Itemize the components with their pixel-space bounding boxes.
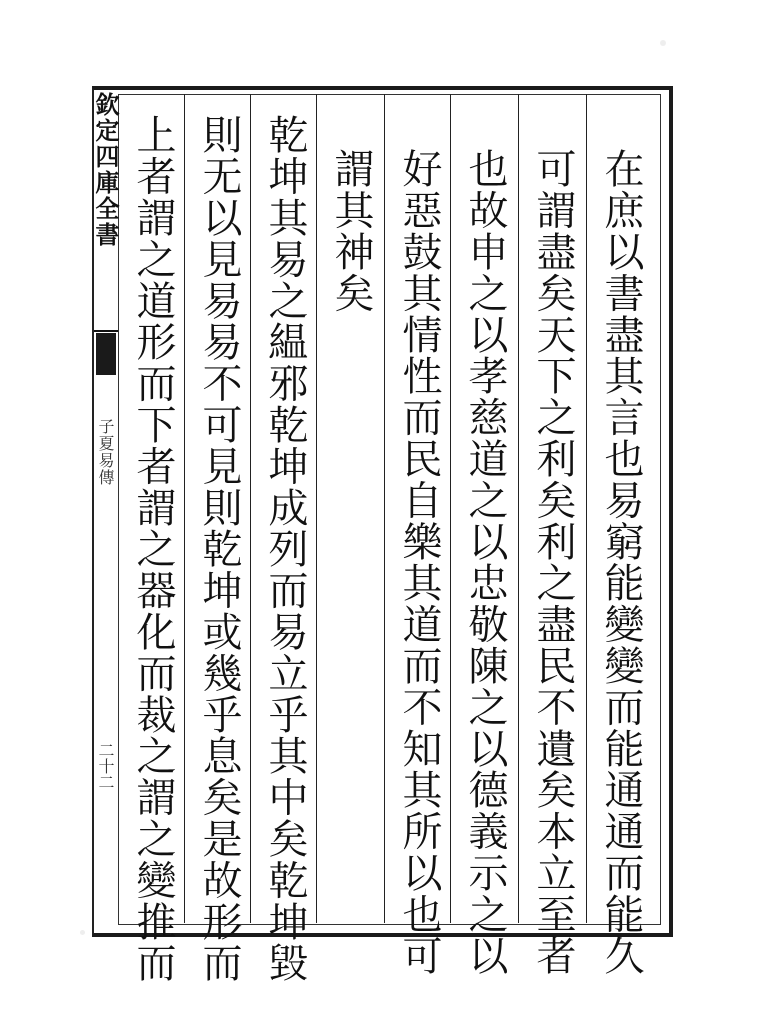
column-rule [586,94,587,923]
fishtail-rule [94,330,118,332]
paper-speck [80,930,85,935]
column-rule [250,94,251,923]
column-rule [184,94,185,923]
collection-title: 欽定四庫全書 [91,92,120,248]
page-number: 二十二 [96,742,115,790]
paper-speck [660,40,666,46]
text-column-2: 可謂盡矣天下之利矣利之盡民不遺矣本立至者 [530,148,576,976]
text-column-7: 則无以見易易不可見則乾坤或幾乎息矣是故形而 [196,114,242,984]
text-column-4: 好惡鼓其情性而民自樂其道而不知其所以也可 [396,148,442,976]
text-column-8: 上者謂之道形而下者謂之器化而裁之謂之變推而 [130,114,176,984]
text-column-3: 也故申之以孝慈道之以忠敬陳之以德義示之以 [462,148,508,976]
book-title: 子夏易傳 [96,418,115,486]
text-column-1: 在庶以書盡其言也易窮能變變而能通通而能久 [598,148,644,976]
column-rule [316,94,317,923]
column-rule [384,94,385,923]
fishtail-mark [96,333,116,375]
text-column-6: 乾坤其易之緼邪乾坤成列而易立乎其中矣乾坤毀 [262,114,308,984]
column-rule [518,94,519,923]
column-rule [450,94,451,923]
text-column-5: 謂其神矣 [328,148,374,314]
